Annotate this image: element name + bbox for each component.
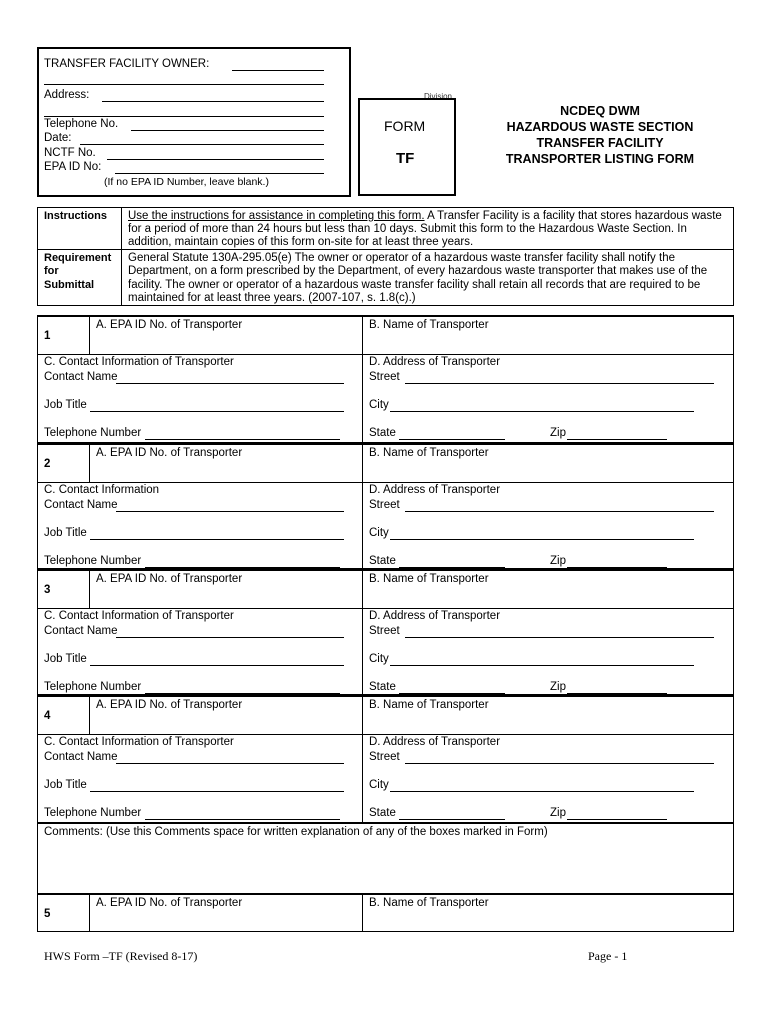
nctf-field[interactable] — [107, 159, 324, 160]
instructions-line-1 — [128, 210, 722, 223]
requirement-label-2: for — [44, 265, 59, 277]
instructions-line-3: addition, maintain copies of this form on-site for at least three years. — [128, 236, 474, 248]
entry-2-state-label: State — [369, 555, 396, 567]
entry-2-state-field[interactable] — [399, 567, 505, 568]
entry-1-state-field[interactable] — [399, 439, 505, 440]
entry-2-telephone-field[interactable] — [145, 567, 340, 568]
entry-3-zip-field[interactable] — [567, 693, 667, 694]
address-field[interactable] — [102, 101, 324, 102]
division-label: Division — [424, 92, 453, 101]
entry-4-name-label[interactable]: B. Name of Transporter — [369, 699, 489, 711]
entry-1-name-label[interactable]: B. Name of Transporter — [369, 319, 489, 331]
entry-4-city-label: City — [369, 779, 389, 791]
divider — [37, 734, 734, 735]
entry-4-telephone-label: Telephone Number — [44, 807, 142, 819]
requirement-line-1: General Statute 130A-295.05(e) The owner or operator of a hazardous waste transfer facility shall notify the — [128, 252, 675, 264]
instructions-line-1-rest: A Transfer Facility is a facility that stores hazardous waste — [424, 210, 722, 222]
entry-2-street-field[interactable] — [405, 511, 714, 512]
entry-4-contact-name-field[interactable] — [116, 763, 344, 764]
entry-2-contact-name-label: Contact Name — [44, 499, 118, 511]
divider — [362, 894, 363, 932]
entry-2-number: 2 — [44, 458, 51, 470]
entry-3-city-label: City — [369, 653, 389, 665]
entry-1-telephone-field[interactable] — [145, 439, 340, 440]
requirement-line-4: maintained for at least three years. (2007-107, s. 1.8(c).) — [128, 292, 416, 304]
entry-3-telephone-label: Telephone Number — [44, 681, 142, 693]
entry-1-number: 1 — [44, 330, 51, 342]
entry-4-telephone-field[interactable] — [145, 819, 340, 820]
entry-3-street-field[interactable] — [405, 637, 714, 638]
footer-form-id: HWS Form –TF (Revised 8-17) — [44, 949, 198, 963]
entry-1-job-title-field[interactable] — [90, 411, 344, 412]
telephone-label: Telephone No. — [44, 118, 119, 130]
entry-2-job-title-label: Job Title — [44, 527, 87, 539]
owner-label: TRANSFER FACILITY OWNER: — [44, 58, 210, 70]
title-line-3: TRANSFER FACILITY — [536, 136, 664, 150]
entry-1-zip-label: Zip — [550, 427, 566, 439]
instructions-line-2: for a period of more than 24 hours but less than 10 days. Submit this form to the Hazardous Waste Section. In — [128, 223, 687, 235]
owner-field[interactable] — [232, 70, 324, 71]
divider — [362, 443, 363, 569]
footer-page-number: Page - 1 — [588, 949, 628, 963]
entry-3-city-field[interactable] — [390, 665, 694, 666]
entry-2-telephone-label: Telephone Number — [44, 555, 142, 567]
entry-3-street-label: Street — [369, 625, 400, 637]
epa-id-note: (If no EPA ID Number, leave blank.) — [104, 176, 269, 188]
entry-1-state-label: State — [369, 427, 396, 439]
owner-field-line2[interactable] — [44, 84, 324, 85]
entry-5-name-label[interactable]: B. Name of Transporter — [369, 897, 489, 909]
divider — [89, 315, 90, 354]
requirement-line-3: facility. The owner or operator of a hazardous waste transfer facility shall retain all records that are required to be — [128, 279, 701, 291]
title-line-2: HAZARDOUS WASTE SECTION — [506, 120, 694, 134]
entry-3-job-title-field[interactable] — [90, 665, 344, 666]
date-label: Date: — [44, 132, 72, 144]
divider — [362, 695, 363, 823]
divider — [362, 569, 363, 695]
entry-2-name-label[interactable]: B. Name of Transporter — [369, 447, 489, 459]
entry-3-telephone-field[interactable] — [145, 693, 340, 694]
entry-1-job-title-label: Job Title — [44, 399, 87, 411]
entry-4-epa-id-label[interactable]: A. EPA ID No. of Transporter — [96, 699, 243, 711]
entry-2-zip-field[interactable] — [567, 567, 667, 568]
divider — [121, 207, 122, 306]
telephone-field[interactable] — [131, 130, 324, 131]
requirement-line-2: Department, on a form prescribed by the Department, of every hazardous waste transporter that makes use of the — [128, 265, 708, 277]
entry-1-contact-heading: C. Contact Information of Transporter — [44, 356, 234, 368]
title-line-4: TRANSPORTER LISTING FORM — [505, 152, 695, 166]
entry-5-epa-id-label[interactable]: A. EPA ID No. of Transporter — [96, 897, 243, 909]
entry-4-zip-field[interactable] — [567, 819, 667, 820]
entry-4-city-field[interactable] — [390, 791, 694, 792]
entry-1-city-label: City — [369, 399, 389, 411]
entry-1-telephone-label: Telephone Number — [44, 427, 142, 439]
divider — [89, 894, 90, 932]
entry-2-city-field[interactable] — [390, 539, 694, 540]
divider — [37, 354, 734, 355]
divider — [89, 695, 90, 734]
divider — [37, 482, 734, 483]
entry-1-zip-field[interactable] — [567, 439, 667, 440]
entry-4-contact-heading: C. Contact Information of Transporter — [44, 736, 234, 748]
entry-1-epa-id-label[interactable]: A. EPA ID No. of Transporter — [96, 319, 243, 331]
entry-1-address-heading: D. Address of Transporter — [369, 356, 501, 368]
entry-1-street-label: Street — [369, 371, 400, 383]
entry-2-zip-label: Zip — [550, 555, 566, 567]
entry-4-address-heading: D. Address of Transporter — [369, 736, 501, 748]
requirement-label-1: Requirement — [44, 252, 112, 264]
entry-1-city-field[interactable] — [390, 411, 694, 412]
requirement-label-3: Submittal — [44, 279, 95, 291]
form-label: FORM — [384, 118, 426, 134]
divider — [37, 608, 734, 609]
entry-2-contact-heading: C. Contact Information — [44, 484, 160, 496]
entry-4-contact-name-label: Contact Name — [44, 751, 118, 763]
entry-1-contact-name-label: Contact Name — [44, 371, 118, 383]
form-code: TF — [396, 150, 415, 167]
entry-2-job-title-field[interactable] — [90, 539, 344, 540]
entry-4-zip-label: Zip — [550, 807, 566, 819]
entry-3-number: 3 — [44, 584, 51, 596]
entry-3-state-label: State — [369, 681, 396, 693]
form-code-box — [358, 98, 456, 196]
address-field-line2[interactable] — [44, 116, 324, 117]
entry-3-state-field[interactable] — [399, 693, 505, 694]
entry-3-zip-label: Zip — [550, 681, 566, 693]
entry-4-state-field[interactable] — [399, 819, 505, 820]
entry-2-street-label: Street — [369, 499, 400, 511]
entry-3-contact-name-label: Contact Name — [44, 625, 118, 637]
divider — [89, 569, 90, 608]
nctf-label: NCTF No. — [44, 147, 96, 159]
instructions-link[interactable]: Use the instructions for assistance in completing this form. — [128, 210, 425, 222]
epa-id-label: EPA ID No: — [44, 161, 102, 173]
date-field[interactable] — [80, 144, 324, 145]
entry-2-address-heading: D. Address of Transporter — [369, 484, 501, 496]
entry-3-epa-id-label[interactable]: A. EPA ID No. of Transporter — [96, 573, 243, 585]
entry-2-city-label: City — [369, 527, 389, 539]
entry-3-address-heading: D. Address of Transporter — [369, 610, 501, 622]
entry-4-job-title-field[interactable] — [90, 791, 344, 792]
entry-1-street-field[interactable] — [405, 383, 714, 384]
instructions-label: Instructions — [44, 210, 107, 222]
address-label: Address: — [44, 89, 90, 101]
entry-2-epa-id-label[interactable]: A. EPA ID No. of Transporter — [96, 447, 243, 459]
entry-5-number: 5 — [44, 908, 51, 920]
entry-3-contact-heading: C. Contact Information of Transporter — [44, 610, 234, 622]
divider — [89, 443, 90, 482]
entry-2-contact-name-field[interactable] — [116, 511, 344, 512]
entry-4-street-label: Street — [369, 751, 400, 763]
epa-id-field[interactable] — [115, 173, 324, 174]
comments-label: Comments: (Use this Comments space for written explanation of any of the boxes marked in Form) — [44, 826, 548, 838]
entry-3-name-label[interactable]: B. Name of Transporter — [369, 573, 489, 585]
title-line-1: NCDEQ DWM — [560, 104, 640, 118]
entry-4-number: 4 — [44, 710, 51, 722]
entry-3-job-title-label: Job Title — [44, 653, 87, 665]
entry-1-contact-name-field[interactable] — [116, 383, 344, 384]
divider — [362, 315, 363, 443]
divider — [37, 249, 734, 250]
entry-4-job-title-label: Job Title — [44, 779, 87, 791]
entry-3-contact-name-field[interactable] — [116, 637, 344, 638]
entry-4-street-field[interactable] — [405, 763, 714, 764]
entry-4-state-label: State — [369, 807, 396, 819]
